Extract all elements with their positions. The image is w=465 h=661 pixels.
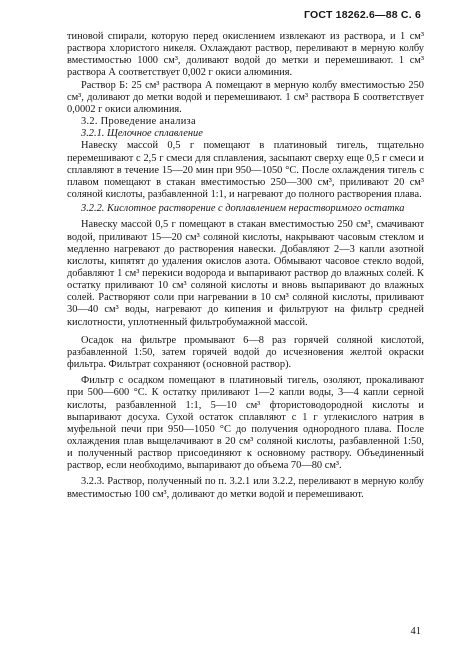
paragraph: Навеску массой 0,5 г помещают в стакан вместимостью 250 см³, смачивают водой, приливают 15—20 см³ соляной кислоты, накрывают часовым стеклом и медленно нагревают до растворения навески. Добавляют 2—3 капли азотной кислоты, кипятят до удаления окислов азота. Обмывают часовое стекло водой, добавляют 1 см³ перекиси водорода и выпаривают раствор до влажных солей. К остатку приливают 10 см³ соляной кислоты и вновь выпаривают до влажных солей. Растворяют соли при нагревании в 10 см³ соляной кислоты, приливают 30—40 см³ воды, нагревают до кипения и фильтруют на фильтр средней кислотности, уплотненный фильтробумажной массой. [67,219,424,328]
subsection-heading: 3.2.2. Кислотное растворение с доплавлением нерастворимого остатка [81,203,405,215]
subsection-heading: 3.2.1. Щелочное сплавление [81,128,203,140]
paragraph: Осадок на фильтре промывают 6—8 раз горячей соляной кислотой, разбавленной 1:50, затем горячей водой до исчезновения желтой окраски фильтра. Фильтрат сохраняют (основной раствор). [67,334,424,371]
paragraph: 3.2.3. Раствор, полученный по п. 3.2.1 или 3.2.2, переливают в мерную колбу вместимостью 100 см³, доливают до метки водой и перемешивают. [67,476,424,500]
body-text [67,31,424,501]
paragraph: тиновой спирали, которую перед окислением извлекают из раствора, и 1 см³ раствора хлористого никеля. Охлаждают раствор, переливают в мерную колбу вместимостью 1000 см³, доливают водой до метки и перемешивают. 1 см³ раствора А соответствует 0,002 г окиси алюминия. [67,31,424,79]
paragraph: Навеску массой 0,5 г помещают в платиновый тигель, тщательно перемешивают с 2,5 г смеси для сплавления, засыпают сверху еще 0,5 г смеси и сплавляют в течение 15—20 мин при 950—1050 °С. После охлаждения тигель с плавом помещают в стакан вместимостью 250—300 см³, приливают 20 см³ соляной кислоты, разбавленной 1:1, и нагревают до полного растворения плава. [67,140,424,201]
paragraph: Фильтр с осадком помещают в платиновый тигель, озоляют, прокаливают при 500—600 °С. К остатку приливают 1—2 капли воды, 3—4 капли серной кислоты, разбавленной 1:1, 5—10 см³ фтористоводородной кислоты и выпаривают досуха. Сухой остаток сплавляют с 1 г углекислого натрия в муфельной печи при 950—1050 °С до получения однородного плава. После охлаждения плав выщелачивают в 20 см³ соляной кислоты, разбавленной 1:50, и полученный раствор присоединяют к основному раствору. Объединенный раствор, если необходимо, выпаривают до объема 70—80 см³. [67,375,424,472]
section-heading: 3.2. Проведение анализа [81,116,196,128]
paragraph: Раствор Б: 25 см³ раствора А помещают в мерную колбу вместимостью 250 см³, доливают до метки водой и перемешивают. 1 см³ раствора Б соответствует 0,0002 г окиси алюминия. [67,79,424,115]
page-header: ГОСТ 18262.6—88 С. 6 [304,9,421,21]
page-number: 41 [410,626,421,637]
